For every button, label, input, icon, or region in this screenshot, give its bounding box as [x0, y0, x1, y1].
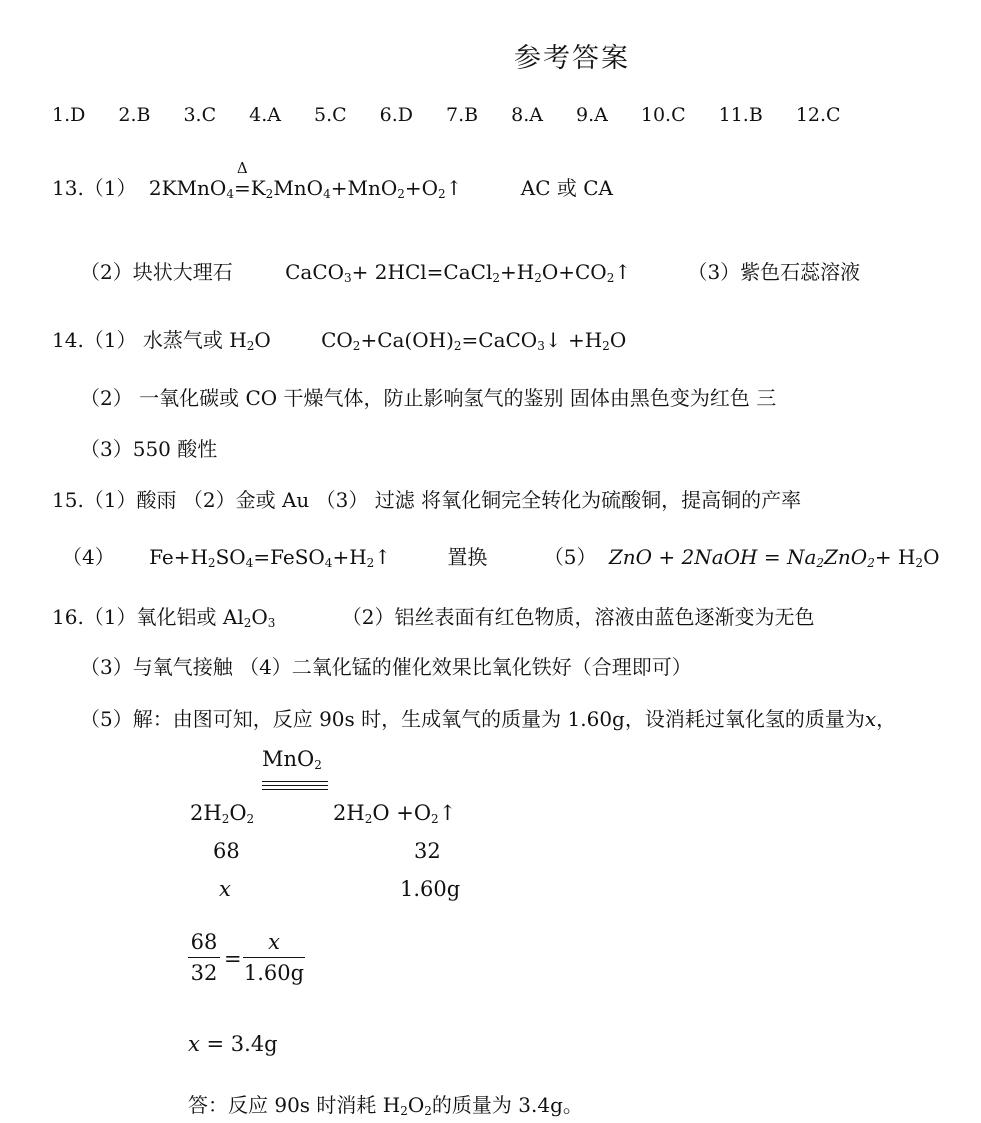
reactant: $2H_2O_2$ — [190, 801, 255, 826]
q16-line1: 16.（1）氧化铝或 $Al_2O_3$ （2）铝丝表面有红色物质，溶液由蓝色逐渐变为无色 — [52, 605, 815, 630]
q15-line2: （4） $Fe+H_2SO_4=FeSO_4+H_2↑$ 置换 （5） ZnO + 2NaOH = $Na_2ZnO_2+ H_2O$ — [62, 545, 940, 570]
gas-arrow-icon: ↑ — [438, 801, 457, 825]
mc-answer: 6.D — [379, 104, 414, 126]
final-answer: 答：反应 90s 时消耗 $H_2O_2$的质量为 3.4g。 — [188, 1093, 583, 1118]
q13-equation: 2KMnO$_4$ Δ $=K_2MnO_4+MnO_2+O_2↑$ — [148, 159, 463, 201]
unknown-mass: x — [219, 877, 231, 901]
q15-equation-4: $Fe+H_2SO_4=FeSO_4+H_2↑$ — [149, 545, 392, 570]
q13-number: 13.（1） — [52, 176, 137, 200]
q14-equation: $CO_2+Ca(OH)_2=CaCO_3↓ +H_2O$ — [321, 328, 627, 353]
products: $2H_2O$ $+O_2↑$ — [333, 801, 457, 826]
mc-answer: 5.C — [314, 104, 347, 126]
q15-line1: 15.（1）酸雨 （2）金或 Au （3） 过滤 将氧化铜完全转化为硫酸铜，提高铜的产率 — [52, 488, 802, 512]
q16-line3: （5）解：由图可知，反应 90s 时，生成氧气的质量为 1.60g，设消耗过氧化氢的质量为x， — [80, 707, 897, 731]
gas-arrow-icon: ↑ — [374, 545, 392, 569]
q14-line2: （2） 一氧化碳或 CO 干燥气体，防止影响氢气的鉴别 固体由黑色变为红色 三 — [80, 386, 777, 410]
catalyst-label: MnO$_2$ — [262, 747, 322, 772]
q14-line1: 14.（1） 水蒸气或 $H_2O$ $CO_2+Ca(OH)_2=CaCO_3↓ +H_2O$ — [52, 328, 627, 353]
mc-answer: 9.A — [576, 104, 608, 126]
page-title: 参考答案 — [514, 43, 630, 74]
q13-line1 — [52, 159, 614, 201]
molar-mass-1: 68 — [213, 839, 240, 863]
fraction-left: 68 32 — [188, 930, 220, 985]
heat-condition: Δ = — [233, 159, 251, 200]
reaction-bar — [262, 789, 328, 790]
reaction-bar — [262, 785, 328, 786]
fraction-right: x 1.60g — [243, 930, 305, 985]
mc-answer: 7.B — [446, 104, 479, 126]
mc-answer: 4.A — [249, 104, 281, 126]
reaction-bar — [262, 781, 328, 782]
mc-answer: 8.A — [511, 104, 543, 126]
mc-answer: 3.C — [183, 104, 217, 126]
mc-answer: 12.C — [795, 104, 841, 126]
oxygen-mass: 1.60g — [400, 877, 461, 901]
gas-arrow-icon: ↑ — [614, 260, 632, 284]
result: x = 3.4g — [188, 1032, 278, 1056]
q13-answer: AC 或 CA — [520, 176, 614, 200]
q13-equation-2: CaCO$_3$+ $2HCl=CaCl_2+H_2O+CO_2↑$ — [285, 260, 632, 285]
mc-answer: 2.B — [118, 104, 151, 126]
equals-sign: = — [224, 947, 242, 971]
gas-arrow-icon: ↑ — [445, 176, 463, 200]
q13-line2: （2）块状大理石 CaCO$_3$+ $2HCl=CaCl_2+H_2O+CO_2↑$ （3）紫色石蕊溶液 — [80, 260, 861, 285]
q14-line3: （3）550 酸性 — [80, 437, 218, 461]
q15-equation-5: ZnO + 2NaOH = $Na_2ZnO_2+ H_2O$ — [608, 545, 940, 570]
q16-line2: （3）与氧气接触 （4）二氧化锰的催化效果比氧化铁好（合理即可） — [80, 655, 692, 679]
mc-answer: 11.B — [718, 104, 763, 126]
mc-answer: 10.C — [640, 104, 686, 126]
molar-mass-2: 32 — [414, 839, 441, 863]
multiple-choice-answers — [52, 102, 874, 128]
mc-answer: 1.D — [52, 104, 86, 126]
